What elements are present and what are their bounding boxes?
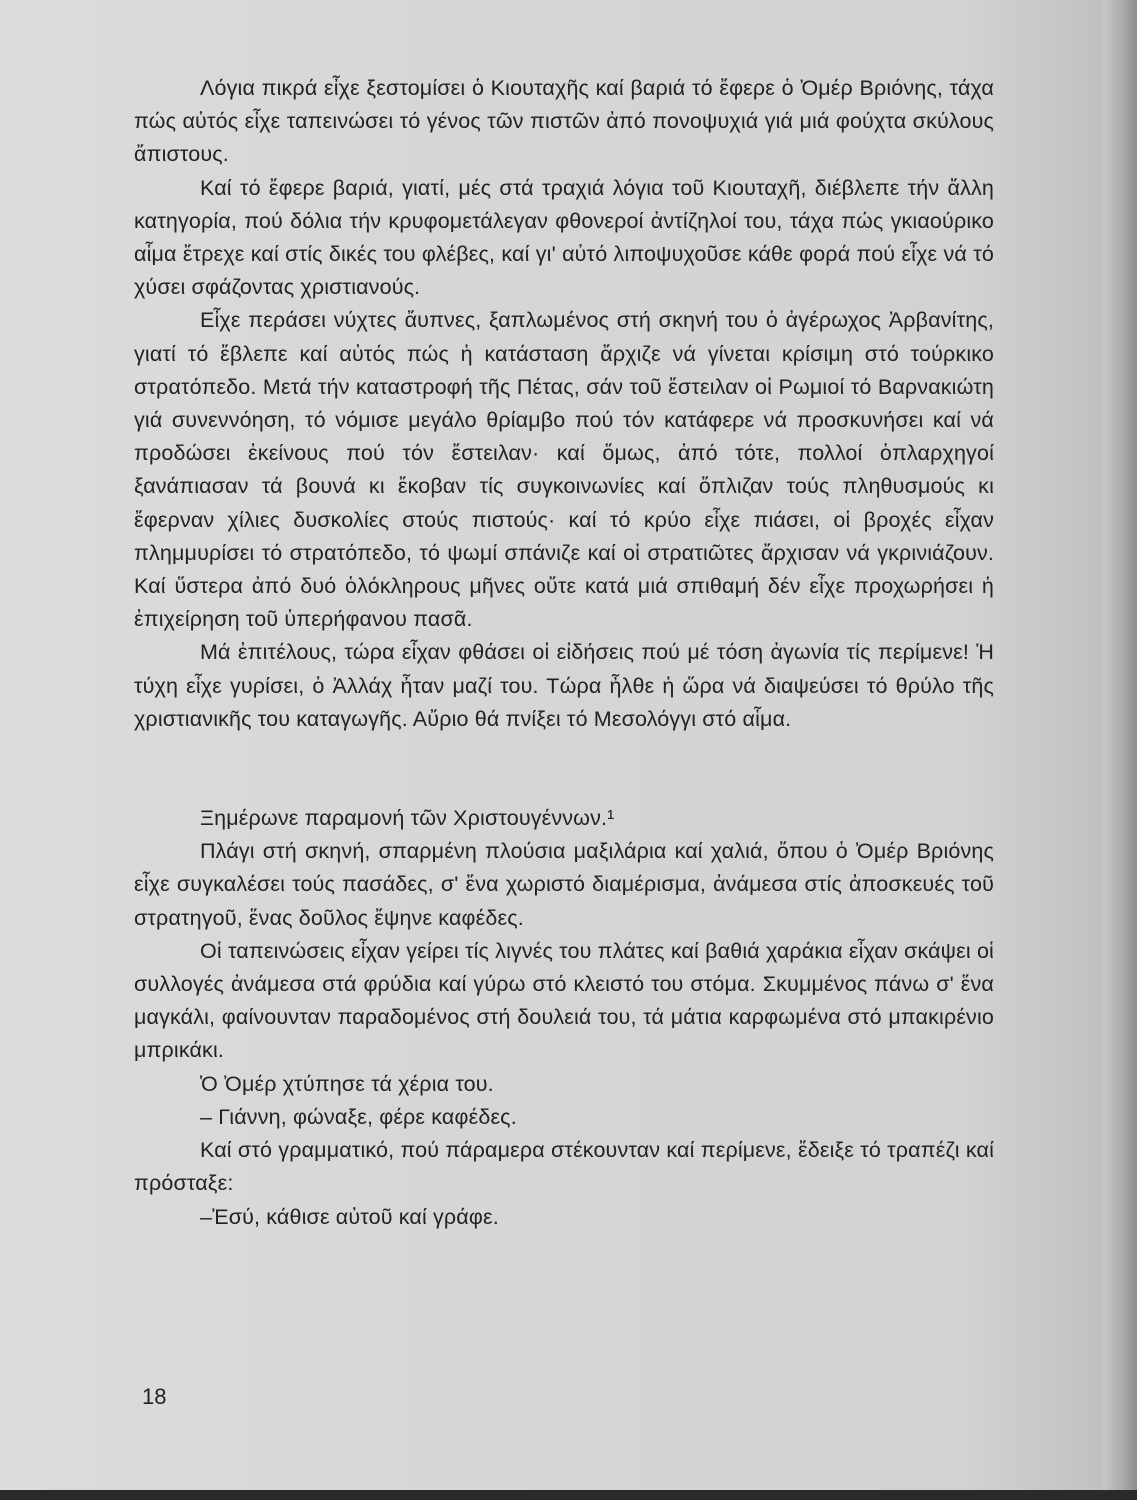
paragraph-9: Καί στό γραμματικό, πού πάραμερα στέκουνταν καί περίμενε, ἔδειξε τό τραπέζι καί πρόσταξε: [134, 1138, 994, 1196]
paragraph-5: Ξημέρωνε παραμονή τῶν Χριστουγέννων.¹ [200, 806, 615, 831]
paragraph-6: Πλάγι στή σκηνή, σπαρμένη πλούσια μαξιλάρια καί χαλιά, ὅπου ὁ Ὀμέρ Βριόνης εἶχε συγκαλέσει τούς πασάδες, σ' ἕνα χωριστό διαμέρισμα, ἀνάμεσα στίς ἀποσκευές τοῦ στρατηγοῦ, ἕνας δοῦλος ἔψηνε καφέδες. [134, 839, 994, 930]
paragraph-4: Μά ἐπιτέλους, τώρα εἶχαν φθάσει οἱ εἰδήσεις πού μέ τόση ἀγωνία τίς περίμενε! Ἡ τύχη εἶχε γυρίσει, ὁ Ἀλλάχ ἦταν μαζί του. Τώρα ἦλθε ἡ ὥρα νά διαψεύσει τό θρύλο τῆς χριστιανικῆς του καταγωγῆς. Αὔριο θά πνίξει τό Μεσολόγγι στό αἷμα. [134, 640, 994, 731]
paragraph-8: Ὁ Ὀμέρ χτύπησε τά χέρια του. [200, 1071, 494, 1096]
dialogue-line-1: – Γιάννη, φώναξε, φέρε καφέδες. [200, 1104, 517, 1129]
paragraph-2: Καί τό ἔφερε βαριά, γιατί, μές στά τραχιά λόγια τοῦ Κιουταχῆ, διέβλεπε τήν ἄλλη κατηγορία, πού δόλια τήν κρυφομετάλεγαν φθονεροί ἀντίζηλοί του, τάχα πώς γκιαούρικο αἷμα ἔτρεχε καί στίς δικές του φλέβες, καί γι' αὐτό λιποψυχοῦσε κάθε φορά πού εἶχε νά τό χύσει σφάζοντας χριστιανούς. [134, 175, 994, 300]
dialogue-line-2: –Ἐσύ, κάθισε αὐτοῦ καί γράφε. [200, 1204, 499, 1229]
body-text [134, 72, 994, 1234]
scan-bottom-edge [0, 1490, 1137, 1500]
page-number: 18 [142, 1384, 167, 1409]
paragraph-3: Εἶχε περάσει νύχτες ἄυπνες, ξαπλωμένος στή σκηνή του ὁ ἀγέρωχος Ἀρβανίτης, γιατί τό ἔβλεπε καί αὐτός πώς ἡ κατάσταση ἄρχιζε νά γίνεται κρίσιμη στό τούρκικο στρατόπεδο. Μετά τήν καταστροφή τῆς Πέτας, σάν τοῦ ἔστειλαν οἱ Ρωμιοί τό Βαρνακιώτη γιά συνεννόηση, τό νόμισε μεγάλο θρίαμβο πού τόν κατάφερε νά προσκυνήσει καί νά προδώσει ἐκείνους πού τόν ἔστειλαν· καί ὅμως, ἀπό τότε, πολλοί ὁπλαρχηγοί ξανάπιασαν τά βουνά κι ἔκοβαν τίς συγκοινωνίες καί ὅπλιζαν τούς πληθυσμούς κι ἔφερναν χίλιες δυσκολίες στούς πιστούς· καί τό κρύο εἶχε πιάσει, οἱ βροχές εἶχαν πλημμυρίσει τό στρατόπεδο, τό ψωμί σπάνιζε καί οἱ στρατιῶτες ἄρχισαν νά γκρινιάζουν. Καί ὕστερα ἀπό δυό ὁλόκληρους μῆνες οὔτε κατά μιά σπιθαμή δέν εἶχε προχωρήσει ἡ ἐπιχείρηση τοῦ ὑπερήφανου πασᾶ. [134, 308, 994, 632]
paragraph-7: Οἱ ταπεινώσεις εἶχαν γείρει τίς λιγνές του πλάτες καί βαθιά χαράκια εἶχαν σκάψει οἱ συλλογές ἀνάμεσα στά φρύδια καί γύρω στό κλειστό του στόμα. Σκυμμένος πάνω σ' ἕνα μαγκάλι, φαίνουνταν παραδομένος στή δουλειά του, τά μάτια καρφωμένα στό μπακιρένιο μπρικάκι. [134, 938, 994, 1063]
section-break [134, 736, 994, 802]
paragraph-1: Λόγια πικρά εἶχε ξεστομίσει ὁ Κιουταχῆς καί βαριά τό ἔφερε ὁ Ὀμέρ Βριόνης, τάχα πώς αὐτός εἶχε ταπεινώσει τό γένος τῶν πιστῶν ἀπό πονοψυχιά γιά μιά φούχτα σκύλους ἄπιστους. [134, 76, 994, 167]
page-binding-edge [1103, 0, 1137, 1500]
